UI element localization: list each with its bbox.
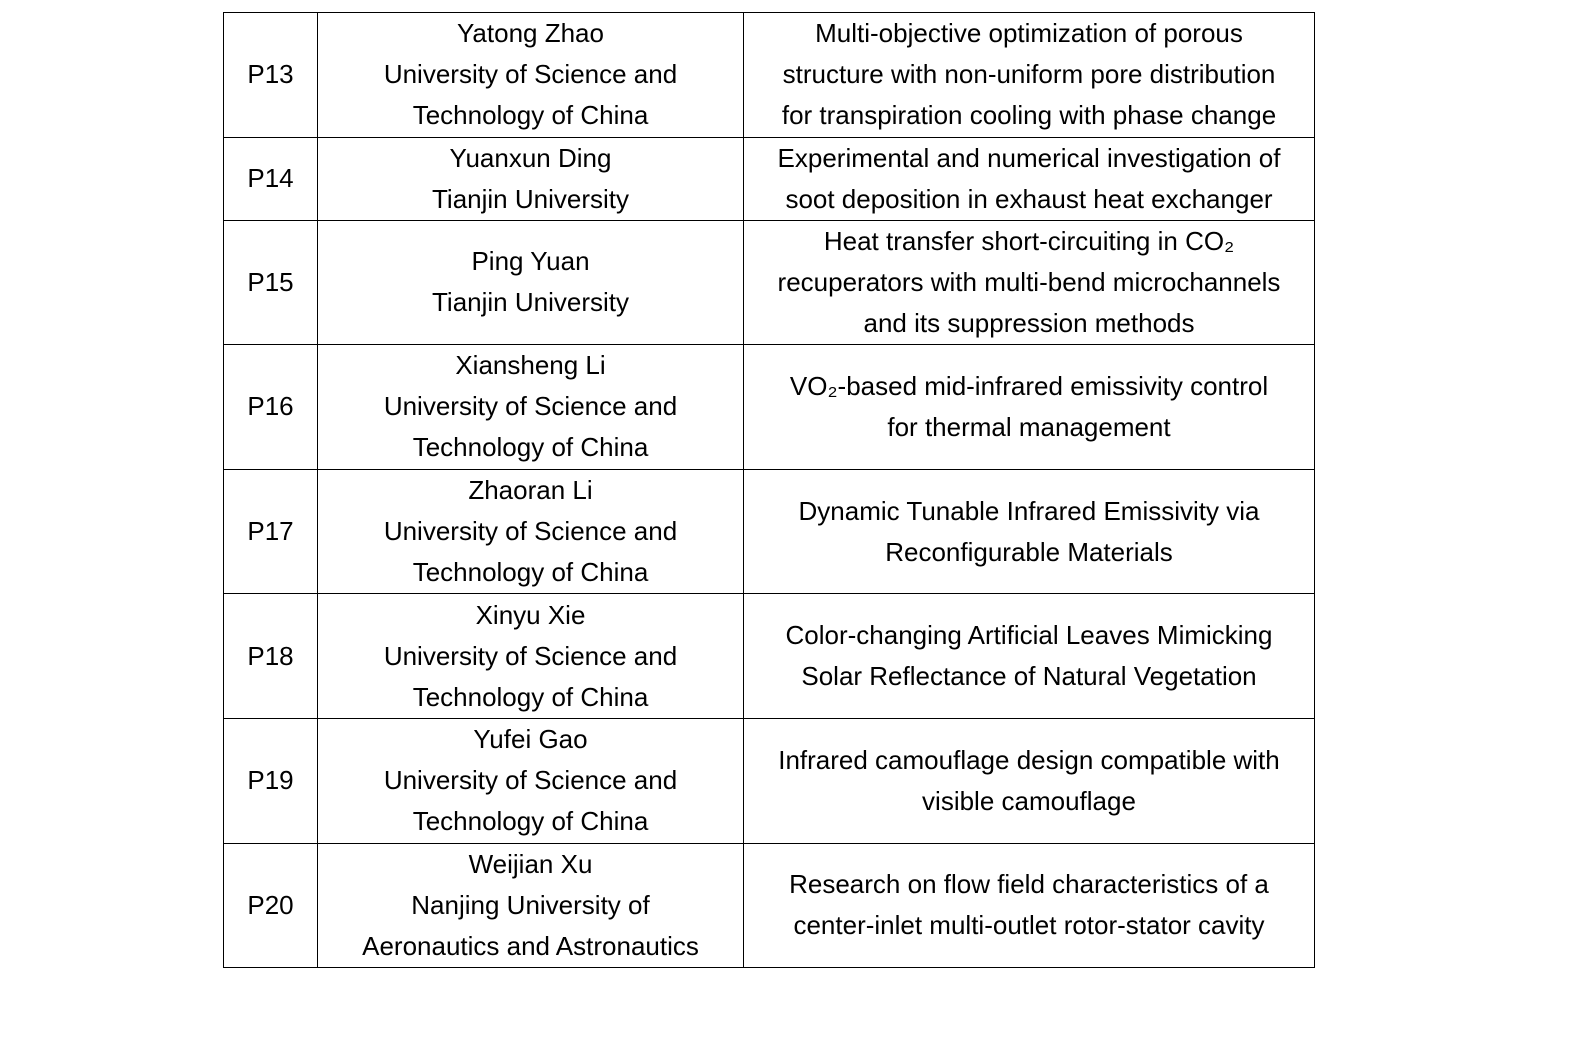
poster-id: P20 [224,843,318,968]
table-row [224,137,1315,220]
affiliation-line: University of Science and [383,640,678,671]
title-line: recuperators with multi-bend microchannels [777,266,1281,297]
author-cell [318,137,744,220]
author-cell [318,718,744,843]
title-line: Experimental and numerical investigation of [777,142,1281,173]
author-name: Xiansheng Li [455,350,606,381]
title-cell [744,843,1315,968]
author-name: Yuanxun Ding [449,142,612,173]
affiliation-line: University of Science and [383,765,678,796]
title-line: Research on flow field characteristics of a [789,869,1269,900]
affiliation-line: Technology of China [412,681,649,712]
author-cell [318,220,744,345]
poster-id: P13 [224,13,318,138]
title-cell [744,220,1315,345]
title-line: Dynamic Tunable Infrared Emissivity via [798,495,1260,526]
title-line: visible camouflage [922,785,1136,816]
affiliation-line: University of Science and [383,59,678,90]
table-row [224,469,1315,594]
table-row [224,220,1315,345]
table-row [224,718,1315,843]
title-line: Multi-objective optimization of porous [815,18,1243,49]
title-line: for transpiration cooling with phase change [781,100,1277,131]
affiliation-line: University of Science and [383,391,678,422]
title-line: Reconfigurable Materials [885,536,1173,567]
title-line: Solar Reflectance of Natural Vegetation [801,661,1257,692]
affiliation-line: Technology of China [412,557,649,588]
affiliation-line: Technology of China [412,100,649,131]
title-line: VO₂-based mid-infrared emissivity control [789,370,1269,401]
affiliation-line: Aeronautics and Astronautics [362,930,699,961]
author-cell [318,13,744,138]
title-line: Heat transfer short-circuiting in CO₂ [823,225,1235,256]
affiliation-line: Tianjin University [432,287,629,318]
title-line: Infrared camouflage design compatible with [778,744,1280,775]
title-cell [744,718,1315,843]
author-name: Ping Yuan [471,246,590,277]
affiliation-line: Technology of China [412,806,649,837]
author-cell [318,843,744,968]
poster-id: P17 [224,469,318,594]
poster-id: P19 [224,718,318,843]
title-line: for thermal management [887,411,1171,442]
author-name: Yatong Zhao [457,18,604,49]
title-cell [744,137,1315,220]
poster-id: P16 [224,345,318,470]
title-line: center-inlet multi-outlet rotor-stator cavity [793,910,1265,941]
title-cell [744,594,1315,719]
affiliation-line: Technology of China [412,432,649,463]
title-line: and its suppression methods [863,307,1195,338]
table-row [224,594,1315,719]
author-name: Xinyu Xie [475,599,586,630]
author-cell [318,594,744,719]
affiliation-line: Nanjing University of [411,889,650,920]
author-name: Zhaoran Li [468,475,593,506]
poster-id: P14 [224,137,318,220]
title-cell [744,469,1315,594]
title-cell [744,13,1315,138]
author-name: Yufei Gao [473,724,588,755]
affiliation-line: Tianjin University [432,183,629,214]
author-name: Weijian Xu [468,848,593,879]
poster-id: P15 [224,220,318,345]
table-row [224,843,1315,968]
title-cell [744,345,1315,470]
poster-id: P18 [224,594,318,719]
title-line: soot deposition in exhaust heat exchanger [785,183,1273,214]
table-row [224,345,1315,470]
table-row [224,13,1315,138]
affiliation-line: University of Science and [383,516,678,547]
title-line: structure with non-uniform pore distribution [782,59,1276,90]
poster-table [223,12,1315,968]
author-cell [318,469,744,594]
author-cell [318,345,744,470]
title-line: Color-changing Artificial Leaves Mimicking [785,620,1273,651]
